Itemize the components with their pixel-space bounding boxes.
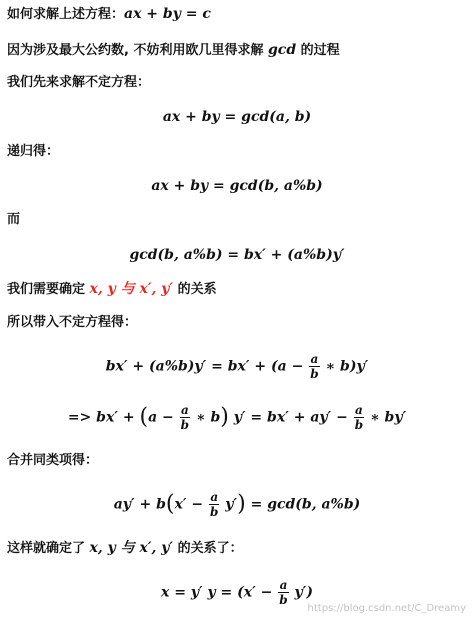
eq4-left: bx′ + (a%b)y′ = bx′ + (a −: [105, 358, 304, 375]
eq7-fraction: $\frac{a}{b}$: [279, 578, 288, 607]
watermark: https://blog.csdn.net/C_Dreamy: [307, 603, 466, 614]
line-6: [7, 279, 217, 299]
line-9-math: x, y 与 x′, y′: [89, 540, 174, 556]
eq6-fraction: $\frac{a}{b}$: [210, 490, 219, 519]
equation-6: ay′ + b(x′ − $\frac{a}{b}$ y′) = gcd(b, a%b): [113, 490, 361, 519]
line-6-text: 我们需要确定: [7, 282, 90, 297]
line-1-text: 如何求解上述方程：: [7, 7, 125, 22]
line-8-text: 合并同类项得：: [7, 453, 99, 468]
line-4-text: 递归得：: [7, 144, 60, 159]
line-5-text: 而: [7, 212, 21, 227]
line-4: [7, 143, 59, 161]
equation-2: ax + by = gcd(b, a%b): [151, 178, 323, 194]
equation-3: gcd(b, a%b) = bx′ + (a%b)y′: [129, 247, 345, 263]
line-5: [7, 211, 20, 229]
line-8: [7, 452, 98, 470]
line-3-text: 我们先来求解不定方程：: [7, 75, 151, 90]
line-2-text: 因为涉及最大公约数, 不妨利用欧几里得求解: [7, 43, 268, 58]
line-2-math: gcd: [268, 42, 297, 58]
eq6-right-paren: ): [237, 491, 246, 517]
equation-1: ax + by = gcd(a, b): [162, 109, 312, 125]
line-3: [7, 74, 150, 92]
line-2-tail: 的过程: [296, 43, 340, 58]
line-1-math: ax + by = c: [124, 6, 211, 22]
line-6-tail: 的关系: [173, 282, 217, 297]
line-9-text: 这样就确定了: [7, 541, 90, 556]
eq5-fraction-2: $\frac{a}{b}$: [354, 403, 364, 432]
line-1: [7, 4, 211, 24]
eq4-right: ∗ b)y′: [325, 358, 369, 375]
equation-5: => bx′ + (a − $\frac{a}{b}$ ∗ b) y′ = bx′ + ay′ − $\frac{a}{b}$ ∗ by′: [67, 403, 407, 432]
line-7: [7, 314, 137, 332]
equation-4: [0, 352, 474, 381]
line-6-red-math: x, y 与 x′, y′: [89, 281, 174, 297]
eq5-right-paren: ): [220, 404, 229, 430]
eq5-fraction-1: $\frac{a}{b}$: [180, 403, 190, 432]
line-9: [7, 538, 243, 558]
line-9-tail: 的关系了：: [173, 541, 243, 556]
eq6-left-paren: (: [165, 491, 175, 517]
eq4-fraction: $\frac{a}{b}$: [310, 352, 319, 381]
eq5-left-paren: (: [139, 404, 149, 430]
equation-7: x = y′ y = (x′ − $\frac{a}{b}$ y′): [161, 578, 313, 607]
line-7-text: 所以带入不定方程得：: [7, 315, 138, 330]
line-2: [7, 40, 340, 60]
